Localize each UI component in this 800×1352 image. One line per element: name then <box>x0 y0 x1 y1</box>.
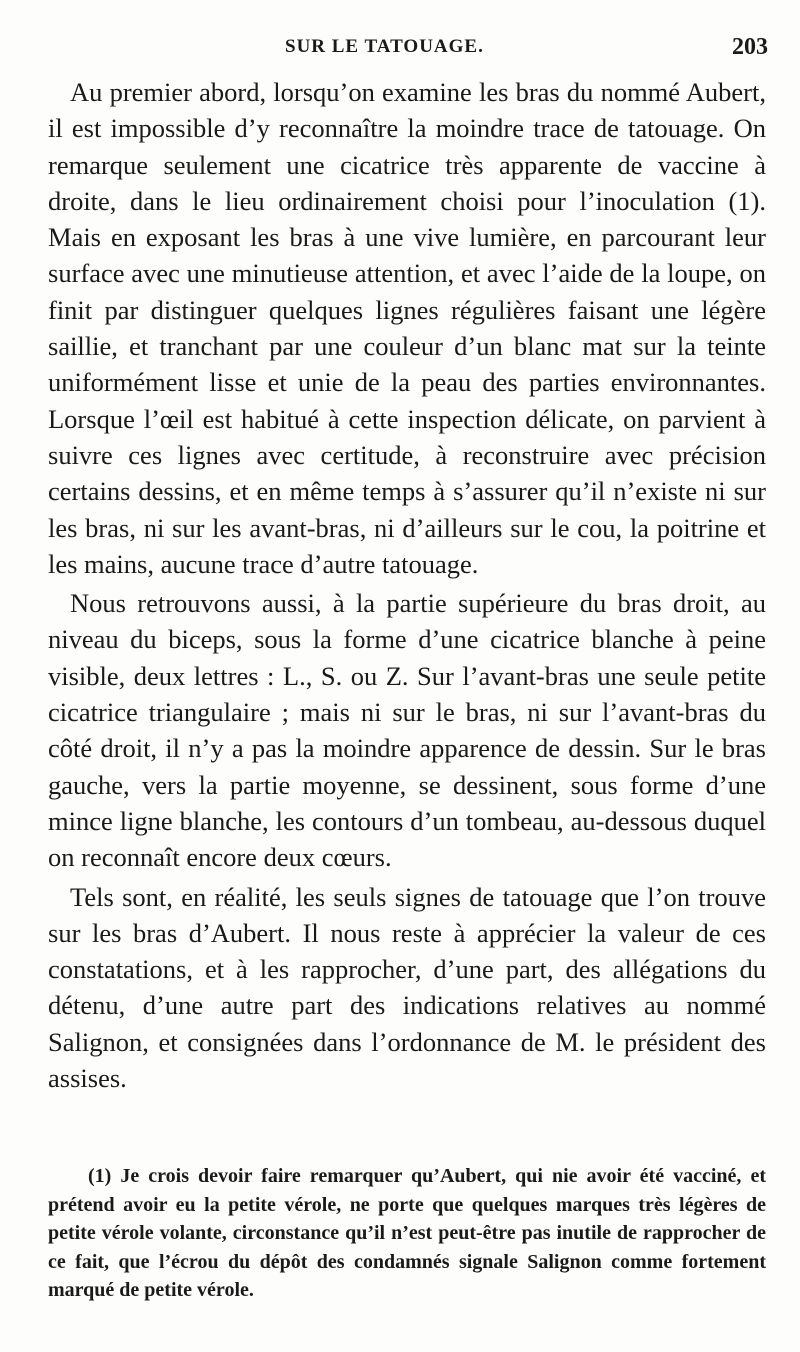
paragraph-1: Au premier abord, lorsqu’on examine les bras du nommé Aubert, il est impossible d’y reconnaître la moindre trace de tatouage. On remarque seulement une cicatrice très apparente de vaccine à droite, dans le lieu ordinairement choisi pour l’inoculation (1). Mais en exposant les bras à une vive lumière, en parcourant leur surface avec une minutieuse attention, et avec l’aide de la loupe, on finit par distinguer quelques lignes régulières faisant une légère saillie, et tranchant par une couleur d’un blanc mat sur la teinte uniformément lisse et unie de la peau des parties environnantes. Lorsque l’œil est habitué à cette inspection délicate, on parvient à suivre ces lignes avec certitude, à reconstruire avec précision certains dessins, et en même temps à s’assurer qu’il n’existe ni sur les bras, ni sur les avant-bras, ni d’ailleurs sur le cou, la poitrine et les mains, aucune trace d’autre tatouage. <box>48 77 766 579</box>
page-number: 203 <box>732 34 768 60</box>
body-text <box>48 74 766 1096</box>
paragraph-2: Nous retrouvons aussi, à la partie supérieure du bras droit, au niveau du biceps, sous la forme d’une cicatrice blanche à peine visible, deux lettres : L., S. ou Z. Sur l’avant-bras une seule petite cicatrice triangulaire ; mais ni sur le bras, ni sur l’avant-bras du côté droit, il n’y a pas la moindre apparence de dessin. Sur le bras gauche, vers la partie moyenne, se dessinent, sous forme d’une mince ligne blanche, les contours d’un tombeau, au-dessous duquel on reconnaît encore deux cœurs. <box>48 588 766 873</box>
footnote-text: (1) Je crois devoir faire remarquer qu’Aubert, qui nie avoir été vacciné, et prétend avoir eu la petite vérole, ne porte que quelques marques très légères de petite vérole volante, circonstance qu’il n’est peut-être pas inutile de rapprocher de ce fait, que l’écrou du dépôt des condamnés signale Salignon comme fortement marqué de petite vérole. <box>48 1165 766 1302</box>
page-header <box>50 36 768 66</box>
footnote <box>48 1162 766 1305</box>
running-head: SUR LE TATOUAGE. <box>285 36 484 57</box>
paragraph-3: Tels sont, en réalité, les seuls signes de tatouage que l’on trouve sur les bras d’Aubert. Il nous reste à apprécier la valeur de ces constatations, et à les rapprocher, d’une part, des allégations du détenu, d’une autre part des indications relatives au nommé Salignon, et consignées dans l’ordonnance de M. le président des assises. <box>48 881 766 1094</box>
